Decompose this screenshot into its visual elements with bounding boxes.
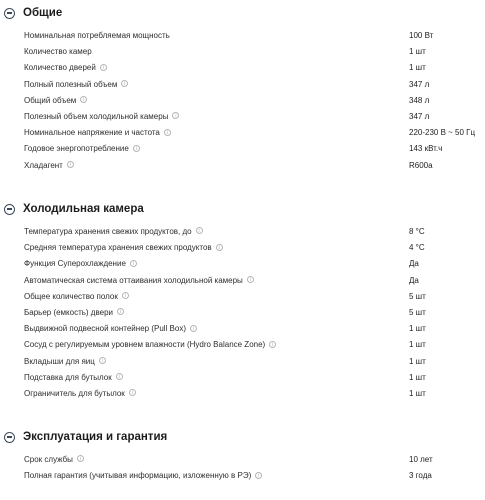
info-circle-icon[interactable]: i <box>117 308 124 315</box>
spec-label-text: Ограничитель для бутылок <box>24 389 125 398</box>
info-circle-icon[interactable]: i <box>130 260 137 267</box>
spec-row <box>0 354 485 370</box>
spec-label-text: Номинальная потребляемая мощность <box>24 31 170 40</box>
spec-label-text: Общий объем <box>24 95 77 105</box>
spec-row <box>0 305 485 321</box>
spec-row <box>0 109 485 125</box>
spec-label-text: Автоматическая система оттаивания холодильной камеры <box>24 275 243 285</box>
spec-row <box>0 28 485 44</box>
spec-label-text: Количество дверей <box>24 63 96 73</box>
minus-circle-icon[interactable] <box>4 204 15 215</box>
info-circle-icon[interactable]: i <box>190 325 197 332</box>
spec-row <box>0 44 485 60</box>
spec-label-text: Подставка для бутылок <box>24 372 112 382</box>
spec-label <box>24 158 74 174</box>
spec-label-text: Вкладыши для яиц <box>24 356 95 366</box>
spec-value: 1 шт <box>409 63 426 73</box>
spec-label <box>24 125 171 141</box>
spec-label <box>24 452 84 468</box>
spec-value: Да <box>409 275 419 285</box>
spec-row <box>0 337 485 353</box>
spec-value: 100 Вт <box>409 31 434 40</box>
spec-value: 10 лет <box>409 455 433 464</box>
spec-label <box>24 386 136 402</box>
spec-value: 1 шт <box>409 340 426 350</box>
spec-label-text: Годовое энергопотребление <box>24 144 129 154</box>
spec-value: R600a <box>409 160 433 170</box>
spec-row <box>0 289 485 305</box>
spec-value: 143 кВт.ч <box>409 144 443 154</box>
spec-label-text: Хладагент <box>24 160 63 170</box>
spec-row <box>0 256 485 272</box>
spec-label-text: Полезный объем холодильной камеры <box>24 112 169 121</box>
spec-row <box>0 125 485 141</box>
spec-value: 347 л <box>409 112 430 121</box>
spec-value: 1 шт <box>409 324 426 334</box>
spec-value: 348 л <box>409 95 430 105</box>
section-toggle[interactable] <box>0 426 485 448</box>
spec-label <box>24 289 129 305</box>
spec-label <box>24 256 137 272</box>
spec-row <box>0 321 485 337</box>
spec-label-text: Сосуд с регулируемым уровнем влажности (Hydro Balance Zone) <box>24 340 266 350</box>
spec-value: 4 °C <box>409 243 425 253</box>
spec-label <box>24 273 254 289</box>
spec-label <box>24 305 124 321</box>
section-title: Общие <box>23 7 63 19</box>
spec-label <box>24 468 262 484</box>
section-title: Эксплуатация и гарантия <box>23 431 168 443</box>
spec-row <box>0 158 485 174</box>
minus-circle-icon[interactable] <box>4 8 15 19</box>
info-circle-icon[interactable]: i <box>100 64 107 71</box>
spec-row <box>0 77 485 93</box>
spec-value: 5 шт <box>409 291 426 301</box>
spec-row <box>0 60 485 76</box>
section-title: Холодильная камера <box>23 203 144 215</box>
spec-row <box>0 224 485 240</box>
spec-label-text: Функция Суперохлаждение <box>24 259 126 269</box>
spec-label-text: Срок службы <box>24 455 73 464</box>
info-circle-icon[interactable]: i <box>196 227 203 234</box>
spec-value: 1 шт <box>409 372 426 382</box>
spec-label <box>24 109 179 125</box>
spec-label <box>24 77 128 93</box>
spec-value: 8 °C <box>409 227 425 236</box>
spec-value: 3 года <box>409 471 432 481</box>
spec-row <box>0 141 485 157</box>
section-header[interactable] <box>0 2 485 24</box>
spec-label <box>24 93 87 109</box>
info-circle-icon[interactable]: i <box>133 145 140 152</box>
spec-value: Да <box>409 259 419 269</box>
spec-label <box>24 60 107 76</box>
spec-row <box>0 93 485 109</box>
spec-row <box>0 386 485 402</box>
spec-value: 1 шт <box>409 356 426 366</box>
info-circle-icon[interactable]: i <box>77 455 84 462</box>
spec-label-text: Средняя температура хранения свежих продуктов <box>24 243 212 253</box>
info-circle-icon[interactable]: i <box>122 292 129 299</box>
spec-label-text: Номинальное напряжение и частота <box>24 128 160 138</box>
section-header[interactable] <box>0 198 485 220</box>
section-toggle[interactable] <box>0 2 485 24</box>
spec-value: 1 шт <box>409 389 426 398</box>
section-toggle[interactable] <box>0 198 485 220</box>
spec-label <box>24 240 223 256</box>
info-circle-icon[interactable]: i <box>99 357 106 364</box>
info-circle-icon[interactable]: i <box>67 161 74 168</box>
spec-row <box>0 240 485 256</box>
spec-value: 347 л <box>409 79 430 89</box>
spec-label <box>24 337 276 353</box>
info-circle-icon[interactable]: i <box>80 96 87 103</box>
spec-row <box>0 273 485 289</box>
spec-row <box>0 370 485 386</box>
spec-value: 1 шт <box>409 47 426 57</box>
info-circle-icon[interactable]: i <box>116 373 123 380</box>
info-circle-icon[interactable]: i <box>172 112 179 119</box>
spec-label-text: Температура хранения свежих продуктов, до <box>24 227 192 236</box>
info-circle-icon[interactable]: i <box>255 472 262 479</box>
spec-label-text: Барьер (емкость) двери <box>24 308 114 317</box>
info-circle-icon[interactable]: i <box>247 276 254 283</box>
info-circle-icon[interactable]: i <box>129 389 136 396</box>
info-circle-icon[interactable]: i <box>269 341 276 348</box>
info-circle-icon[interactable]: i <box>121 80 128 87</box>
spec-label-text: Полная гарантия (учитывая информацию, изложенную в РЭ) <box>24 471 252 481</box>
info-circle-icon[interactable]: i <box>216 244 223 251</box>
spec-label <box>24 28 170 44</box>
spec-value: 5 шт <box>409 308 426 317</box>
info-circle-icon[interactable]: i <box>164 129 171 136</box>
spec-label <box>24 321 197 337</box>
spec-label-text: Выдвижной подвесной контейнер (Pull Box) <box>24 324 186 334</box>
spec-label <box>24 44 92 60</box>
spec-label-text: Общее количество полок <box>24 291 118 301</box>
spec-value: 220-230 В ~ 50 Гц <box>409 128 476 138</box>
minus-circle-icon[interactable] <box>4 432 15 443</box>
section-header[interactable] <box>0 426 485 448</box>
spec-label-text: Количество камер <box>24 47 92 57</box>
spec-row <box>0 452 485 468</box>
spec-label <box>24 354 106 370</box>
spec-row <box>0 468 485 484</box>
spec-label <box>24 370 123 386</box>
spec-label <box>24 141 140 157</box>
spec-label-text: Полный полезный объем <box>24 79 118 89</box>
spec-label <box>24 224 203 240</box>
